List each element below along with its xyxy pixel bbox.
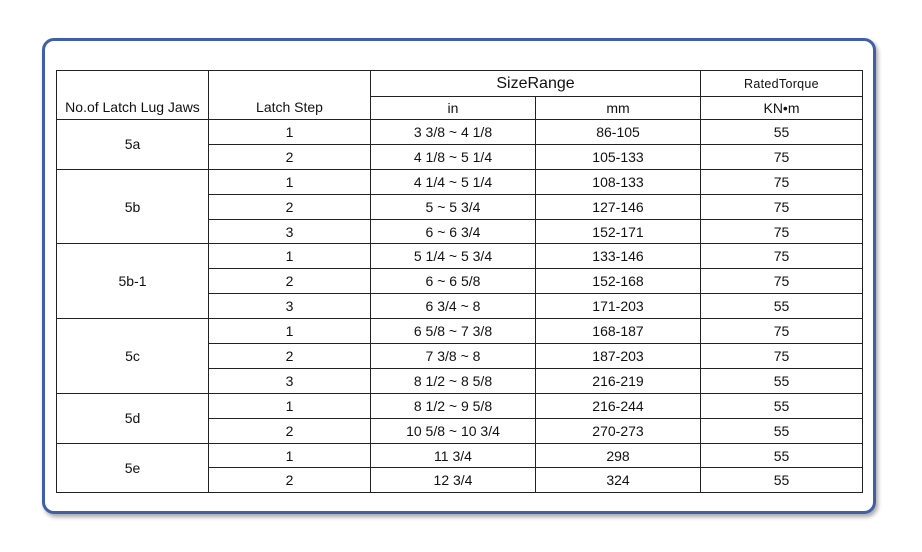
step-cell: 1 xyxy=(209,169,371,194)
mm-cell: 324 xyxy=(536,468,701,493)
in-cell: 12 3/4 xyxy=(371,468,536,493)
in-cell: 4 1/4 ~ 5 1/4 xyxy=(371,169,536,194)
in-cell: 10 5/8 ~ 10 3/4 xyxy=(371,418,536,443)
table-row xyxy=(57,120,863,145)
table-row xyxy=(57,244,863,269)
mm-cell: 168-187 xyxy=(536,319,701,344)
jaws-cell: 5c xyxy=(57,319,209,394)
in-cell: 8 1/2 ~ 8 5/8 xyxy=(371,368,536,393)
table-row xyxy=(57,169,863,194)
step-cell: 3 xyxy=(209,294,371,319)
step-cell: 2 xyxy=(209,194,371,219)
jaws-cell: 5a xyxy=(57,120,209,170)
torque-cell: 55 xyxy=(701,368,863,393)
in-cell: 6 ~ 6 3/4 xyxy=(371,219,536,244)
in-cell: 11 3/4 xyxy=(371,443,536,468)
torque-cell: 55 xyxy=(701,468,863,493)
step-cell: 1 xyxy=(209,319,371,344)
torque-cell: 75 xyxy=(701,244,863,269)
table-row xyxy=(57,443,863,468)
header-in: in xyxy=(371,97,536,120)
torque-cell: 75 xyxy=(701,319,863,344)
torque-cell: 75 xyxy=(701,269,863,294)
header-rated-torque: RatedTorque xyxy=(701,71,863,97)
torque-cell: 75 xyxy=(701,219,863,244)
jaws-cell: 5b-1 xyxy=(57,244,209,319)
torque-cell: 55 xyxy=(701,120,863,145)
step-cell: 3 xyxy=(209,219,371,244)
header-jaws: No.of Latch Lug Jaws xyxy=(57,71,209,120)
in-cell: 5 ~ 5 3/4 xyxy=(371,194,536,219)
step-cell: 1 xyxy=(209,393,371,418)
step-cell: 2 xyxy=(209,418,371,443)
latch-spec-table xyxy=(56,70,863,493)
header-latch-step: Latch Step xyxy=(209,71,371,120)
mm-cell: 108-133 xyxy=(536,169,701,194)
torque-cell: 75 xyxy=(701,194,863,219)
table-row xyxy=(57,393,863,418)
in-cell: 3 3/8 ~ 4 1/8 xyxy=(371,120,536,145)
torque-cell: 55 xyxy=(701,418,863,443)
mm-cell: 270-273 xyxy=(536,418,701,443)
torque-cell: 55 xyxy=(701,393,863,418)
torque-cell: 75 xyxy=(701,144,863,169)
torque-cell: 55 xyxy=(701,443,863,468)
step-cell: 2 xyxy=(209,144,371,169)
mm-cell: 216-219 xyxy=(536,368,701,393)
jaws-cell: 5e xyxy=(57,443,209,493)
torque-cell: 75 xyxy=(701,169,863,194)
in-cell: 4 1/8 ~ 5 1/4 xyxy=(371,144,536,169)
step-cell: 1 xyxy=(209,244,371,269)
mm-cell: 216-244 xyxy=(536,393,701,418)
in-cell: 6 ~ 6 5/8 xyxy=(371,269,536,294)
in-cell: 6 3/4 ~ 8 xyxy=(371,294,536,319)
step-cell: 1 xyxy=(209,120,371,145)
mm-cell: 133-146 xyxy=(536,244,701,269)
torque-cell: 55 xyxy=(701,294,863,319)
in-cell: 8 1/2 ~ 9 5/8 xyxy=(371,393,536,418)
torque-cell: 75 xyxy=(701,344,863,369)
mm-cell: 127-146 xyxy=(536,194,701,219)
step-cell: 2 xyxy=(209,468,371,493)
jaws-cell: 5d xyxy=(57,393,209,443)
header-size-range: SizeRange xyxy=(371,71,701,97)
in-cell: 6 5/8 ~ 7 3/8 xyxy=(371,319,536,344)
mm-cell: 86-105 xyxy=(536,120,701,145)
table-body xyxy=(57,120,863,493)
in-cell: 7 3/8 ~ 8 xyxy=(371,344,536,369)
step-cell: 2 xyxy=(209,269,371,294)
mm-cell: 152-168 xyxy=(536,269,701,294)
table-row xyxy=(57,319,863,344)
mm-cell: 105-133 xyxy=(536,144,701,169)
header-torque-unit: KN•m xyxy=(701,97,863,120)
in-cell: 5 1/4 ~ 5 3/4 xyxy=(371,244,536,269)
step-cell: 1 xyxy=(209,443,371,468)
jaws-cell: 5b xyxy=(57,169,209,244)
step-cell: 2 xyxy=(209,344,371,369)
mm-cell: 152-171 xyxy=(536,219,701,244)
mm-cell: 187-203 xyxy=(536,344,701,369)
header-mm: mm xyxy=(536,97,701,120)
mm-cell: 298 xyxy=(536,443,701,468)
step-cell: 3 xyxy=(209,368,371,393)
mm-cell: 171-203 xyxy=(536,294,701,319)
